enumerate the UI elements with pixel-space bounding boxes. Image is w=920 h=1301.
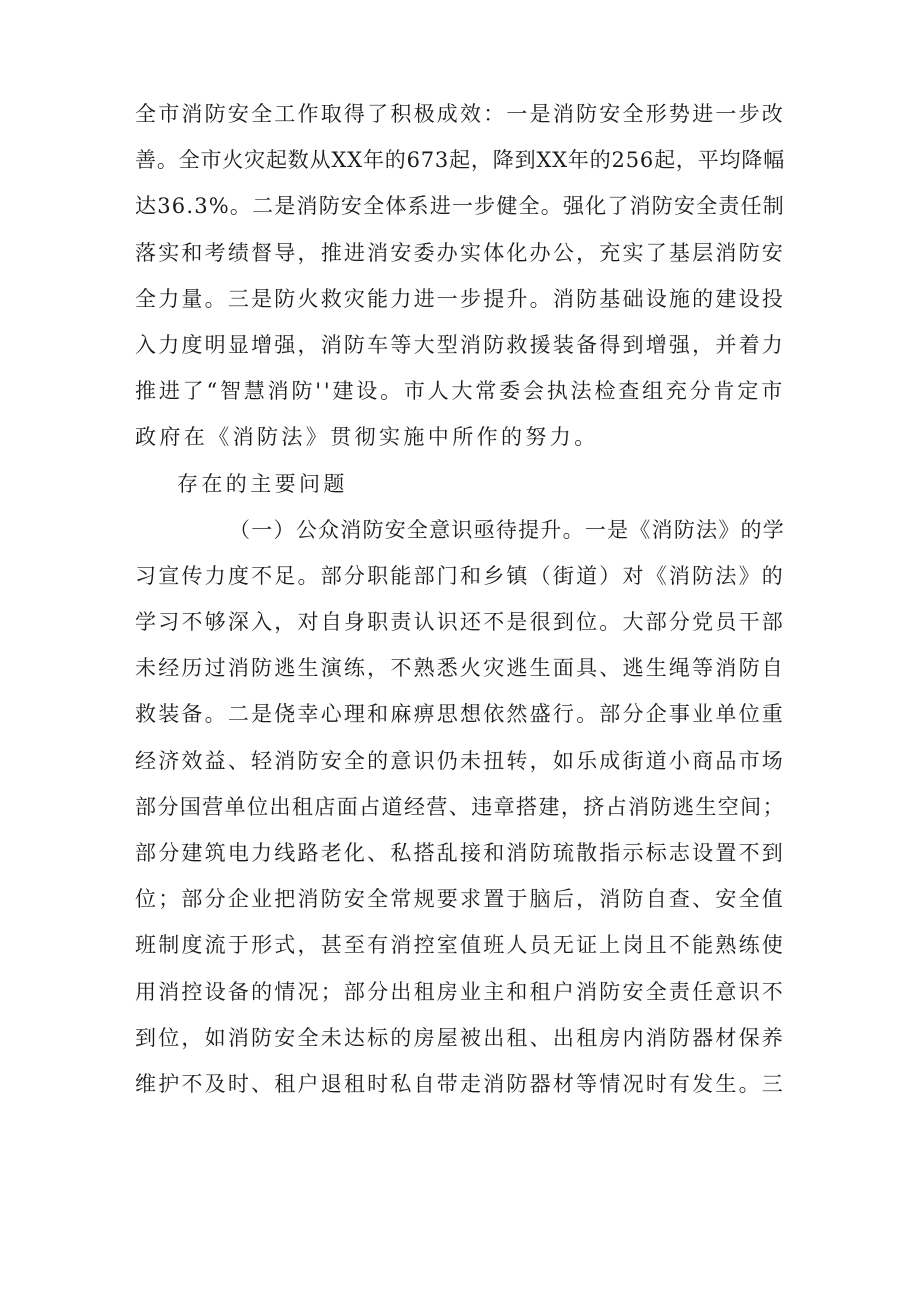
paragraph-line: 政府在《消防法》贯彻实施中所作的努力。 bbox=[135, 425, 599, 450]
paragraph-line: 习宣传力度不足。部分职能部门和乡镇（街道）对《消防法》的 bbox=[135, 563, 785, 588]
paragraph-line: 推进了“智慧消防''建设。市人大常委会执法检查组充分肯定市 bbox=[135, 379, 785, 404]
paragraph-line: 全力量。三是防火救灾能力进一步提升。消防基础设施的建设投 bbox=[135, 286, 785, 311]
paragraph-line: 落实和考绩督导，推进消安委办实体化办公，充实了基层消防安 bbox=[135, 240, 785, 265]
paragraph-line: 善。全市火灾起数从XX年的673起，降到XX年的256起，平均降幅 bbox=[135, 148, 785, 173]
paragraph-line: 用消控设备的情况；部分出租房业主和租户消防安全责任意识不 bbox=[135, 979, 785, 1004]
paragraph-line: （一）公众消防安全意识亟待提升。一是《消防法》的学 bbox=[229, 517, 785, 542]
paragraph-line: 位；部分企业把消防安全常规要求置于脑后，消防自查、安全值 bbox=[135, 887, 785, 912]
paragraph-line: 维护不及时、租户退租时私自带走消防器材等情况时有发生。三 bbox=[135, 1071, 785, 1096]
paragraph-line: 入力度明显增强，消防车等大型消防救援装备得到增强，并着力 bbox=[135, 332, 785, 357]
paragraph-line: 部分建筑电力线路老化、私搭乱接和消防琉散指示标志设置不到 bbox=[135, 841, 785, 865]
paragraph-line: 经济效益、轻消防安全的意识仍未扭转，如乐成街道小商品市场 bbox=[135, 748, 785, 773]
paragraph-line: 部分国营单位出租店面占道经营、违章搭建，挤占消防逃生空间； bbox=[135, 794, 785, 819]
paragraph-line: 学习不够深入，对自身职责认识还不是很到位。大部分党员干部 bbox=[135, 610, 785, 635]
paragraph-line: 未经历过消防逃生演练，不熟悉火灾逃生面具、逃生绳等消防自 bbox=[135, 656, 785, 681]
paragraph-line: 救装备。二是侥幸心理和麻痹思想依然盛行。部分企事业单位重 bbox=[135, 702, 785, 727]
paragraph-line: 全市消防安全工作取得了积极成效：一是消防安全形势进一步改 bbox=[135, 102, 785, 126]
body-text bbox=[135, 104, 785, 1120]
paragraph-line: 到位，如消防安全未达标的房屋被出租、出租房内消防器材保养 bbox=[135, 1025, 785, 1050]
section-heading: 存在的主要问题 bbox=[177, 471, 348, 496]
paragraph-line: 达36.3%。二是消防安全体系进一步健全。强化了消防安全责任制 bbox=[135, 194, 785, 219]
paragraph-line: 班制度流于形式，甚至有消控室值班人员无证上岗且不能熟练使 bbox=[135, 933, 785, 958]
